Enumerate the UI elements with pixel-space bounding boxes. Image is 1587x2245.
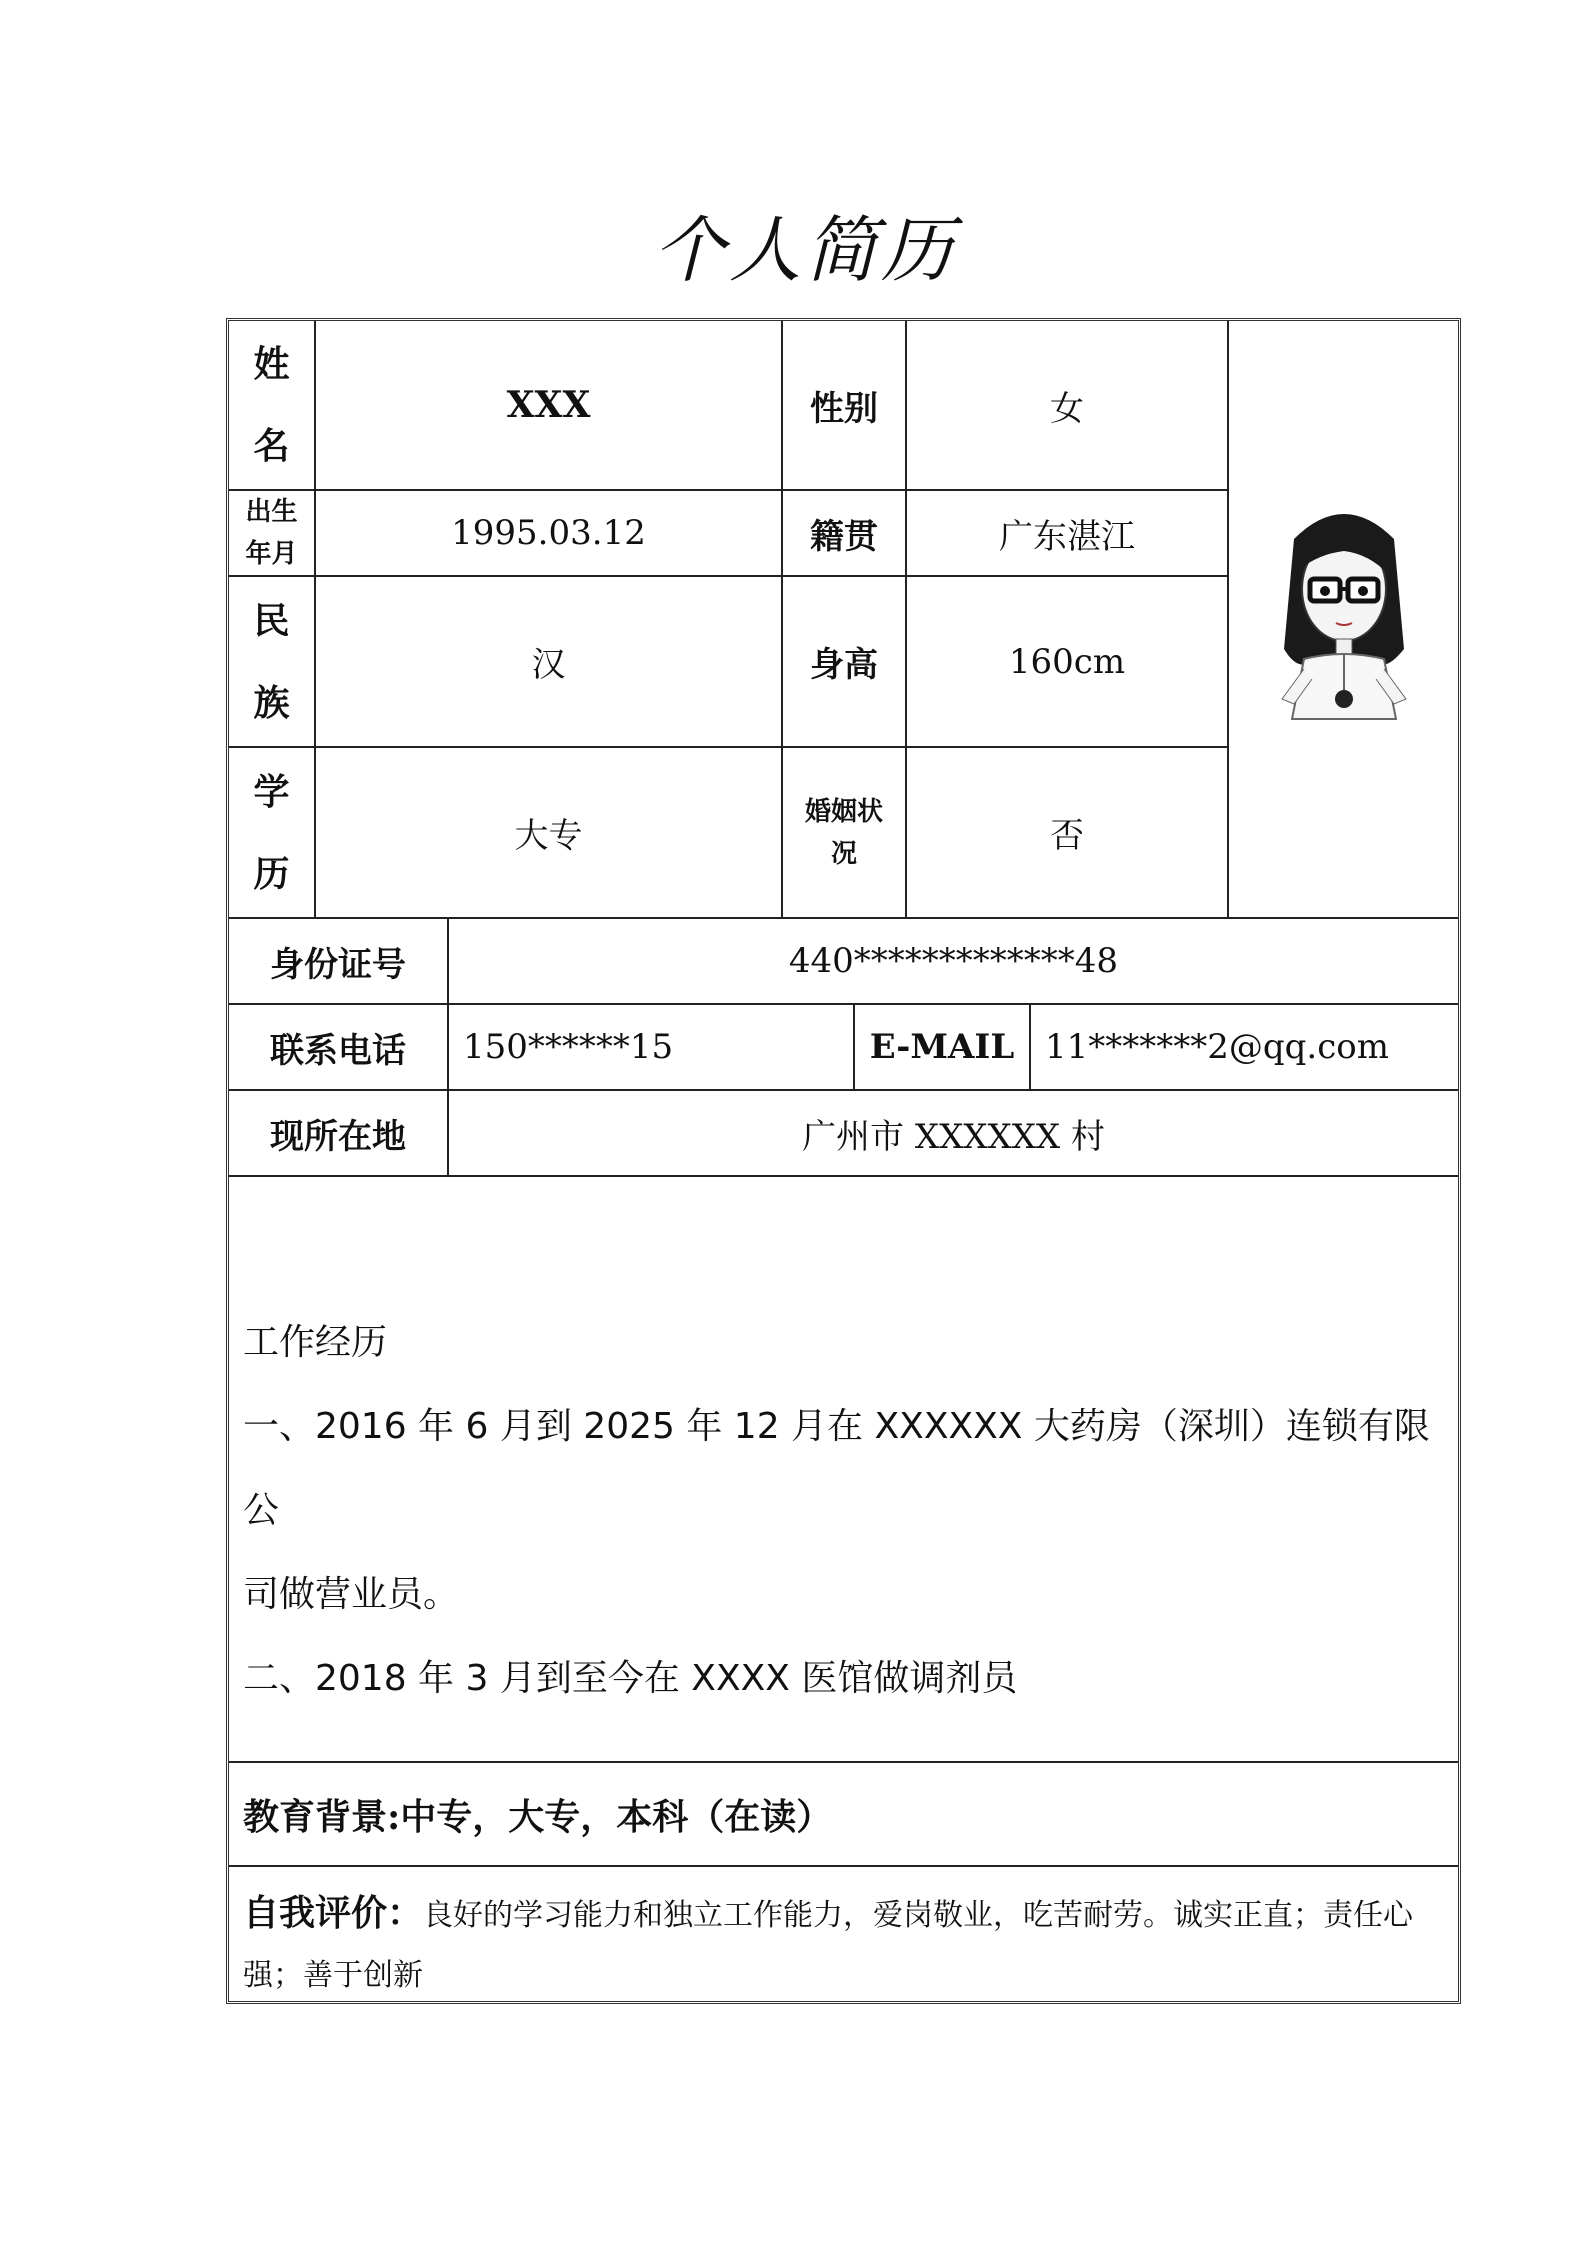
marital-value: 否: [907, 748, 1229, 919]
education-level-label: [229, 748, 316, 919]
education-background: [229, 1763, 1458, 1867]
education-level-label-line2: 历: [253, 852, 290, 895]
name-label: [229, 321, 316, 491]
phone-label: 联系电话: [229, 1005, 449, 1091]
height-value: 160cm: [907, 577, 1229, 748]
cartoon-girl-avatar-icon: [1264, 499, 1424, 739]
self-evaluation-label: 自我评价：: [243, 1892, 424, 1934]
native-value: 广东湛江: [907, 491, 1229, 577]
name-label-line2: 名: [253, 425, 290, 467]
birth-label-line2: 年月: [245, 539, 298, 569]
ethnic-label: [229, 577, 316, 748]
self-evaluation: [229, 1867, 1458, 2001]
native-label: 籍贯: [783, 491, 907, 577]
work-experience-heading: 工作经历: [243, 1322, 388, 1363]
resume-table: [226, 318, 1461, 2004]
work-item-2: 二、2018 年 3 月到至今在 XXXX 医馆做调剂员: [243, 1658, 1018, 1699]
ethnic-label-line1: 民: [253, 599, 290, 642]
id-label: 身份证号: [229, 919, 449, 1005]
email-label: E-MAIL: [855, 1005, 1031, 1091]
self-evaluation-text: 良好的学习能力和独立工作能力，爱岗敬业，吃苦耐劳。诚实正直；责任心强；善于创新: [243, 1898, 1414, 1993]
id-value: 440*************48: [449, 919, 1458, 1005]
birth-label-line1: 出生: [245, 497, 298, 527]
name-value: XXX: [316, 321, 783, 491]
education-background-text: 教育背景:中专，大专，本科（在读）: [243, 1795, 833, 1838]
education-level-value: 大专: [316, 748, 783, 919]
gender-label: 性别: [783, 321, 907, 491]
gender-value: 女: [907, 321, 1229, 491]
height-label: 身高: [783, 577, 907, 748]
phone-value: 150******15: [449, 1005, 855, 1091]
birth-label: [229, 491, 316, 577]
education-level-label-line1: 学: [253, 770, 290, 813]
birth-value: 1995.03.12: [316, 491, 783, 577]
address-label: 现所在地: [229, 1091, 449, 1177]
marital-label: [783, 748, 907, 919]
page-title: 个人简历: [652, 208, 957, 292]
work-item-1-cont: 司做营业员。: [243, 1574, 460, 1615]
marital-label-line1: 婚姻状: [804, 796, 883, 827]
photo-cell: [1229, 321, 1458, 919]
name-label-line1: 姓: [253, 343, 290, 385]
ethnic-label-line2: 族: [253, 681, 290, 724]
work-item-1: 一、2016 年 6 月到 2025 年 12 月在 XXXXXX 大药房（深圳）连锁有限公: [243, 1406, 1430, 1531]
marital-label-line2: 况: [830, 838, 857, 869]
work-experience-section: [229, 1177, 1458, 1763]
email-value: 11*******2@qq.com: [1031, 1005, 1458, 1091]
ethnic-value: 汉: [316, 577, 783, 748]
address-value: 广州市 XXXXXX 村: [449, 1091, 1458, 1177]
